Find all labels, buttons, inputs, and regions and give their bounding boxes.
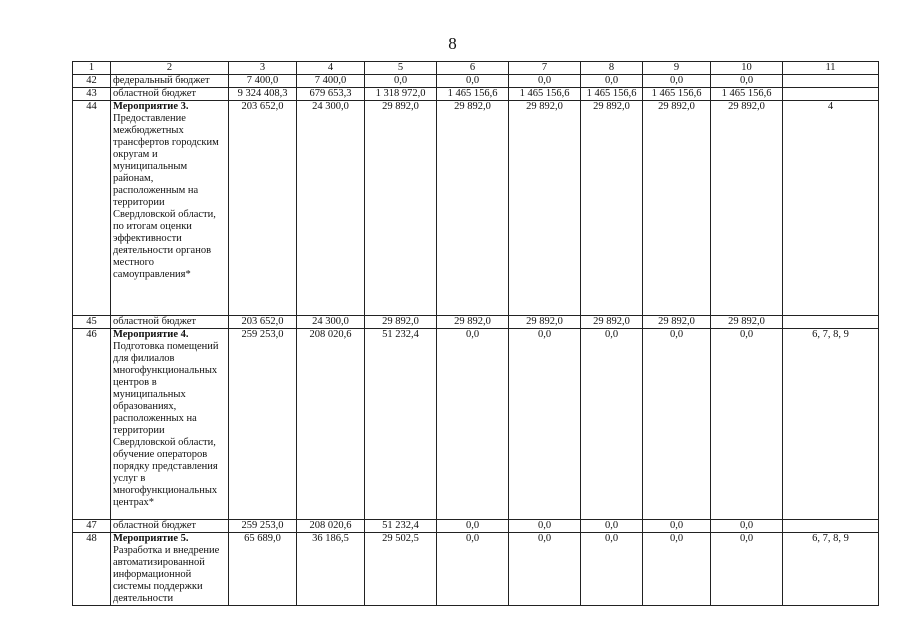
event-cell [111, 533, 229, 606]
value-cell: 679 653,3 [297, 88, 365, 101]
target-indicator-ref: 6, 7, 8, 9 [783, 533, 879, 606]
row-number: 42 [73, 75, 111, 88]
value-cell: 0,0 [509, 329, 581, 520]
target-indicator-ref [783, 316, 879, 329]
value-cell: 29 892,0 [509, 316, 581, 329]
row-label: областной бюджет [111, 520, 229, 533]
event-cell [111, 101, 229, 316]
row-number: 45 [73, 316, 111, 329]
column-number-row [73, 62, 879, 75]
row-number: 44 [73, 101, 111, 316]
value-cell: 0,0 [711, 329, 783, 520]
value-cell: 24 300,0 [297, 101, 365, 316]
target-indicator-ref: 4 [783, 101, 879, 316]
event-cell [111, 329, 229, 520]
event-title: Мероприятие 4. [113, 329, 189, 340]
target-indicator-ref [783, 75, 879, 88]
column-number: 3 [229, 62, 297, 75]
column-number: 7 [509, 62, 581, 75]
value-cell: 1 318 972,0 [365, 88, 437, 101]
value-cell: 0,0 [509, 75, 581, 88]
value-cell: 0,0 [581, 329, 643, 520]
event-title: Мероприятие 3. [113, 101, 189, 112]
value-cell: 259 253,0 [229, 520, 297, 533]
value-cell: 29 892,0 [643, 316, 711, 329]
value-cell: 0,0 [581, 75, 643, 88]
value-cell: 29 892,0 [581, 316, 643, 329]
value-cell: 1 465 156,6 [509, 88, 581, 101]
value-cell: 24 300,0 [297, 316, 365, 329]
value-cell: 0,0 [643, 329, 711, 520]
value-cell: 0,0 [643, 520, 711, 533]
table-row [73, 533, 879, 606]
event-description: Разработка и внедрение автоматизированной информационной системы поддержки деятельности [113, 545, 220, 604]
value-cell: 0,0 [437, 533, 509, 606]
value-cell: 29 892,0 [437, 101, 509, 316]
value-cell: 0,0 [711, 75, 783, 88]
column-number: 6 [437, 62, 509, 75]
value-cell: 0,0 [509, 533, 581, 606]
value-cell: 208 020,6 [297, 520, 365, 533]
column-number: 4 [297, 62, 365, 75]
budget-table [72, 61, 879, 606]
row-number: 43 [73, 88, 111, 101]
value-cell: 29 502,5 [365, 533, 437, 606]
value-cell: 203 652,0 [229, 101, 297, 316]
value-cell: 0,0 [581, 533, 643, 606]
table-row [73, 101, 879, 316]
value-cell: 259 253,0 [229, 329, 297, 520]
table-row [73, 329, 879, 520]
table-row [73, 520, 879, 533]
value-cell: 0,0 [643, 75, 711, 88]
value-cell: 29 892,0 [365, 316, 437, 329]
page-number: 8 [448, 34, 457, 53]
value-cell: 7 400,0 [229, 75, 297, 88]
event-description: Подготовка помещений для филиалов многофункциональных центров в муниципальных образованиях, расположенных на территории Свердловской области, обучение операторов порядку представления услуг в многофункциональных центрах* [113, 341, 219, 508]
value-cell: 29 892,0 [643, 101, 711, 316]
column-number: 9 [643, 62, 711, 75]
value-cell: 208 020,6 [297, 329, 365, 520]
value-cell: 29 892,0 [365, 101, 437, 316]
value-cell: 0,0 [437, 329, 509, 520]
value-cell: 0,0 [643, 533, 711, 606]
value-cell: 1 465 156,6 [711, 88, 783, 101]
value-cell: 29 892,0 [711, 101, 783, 316]
table-row [73, 75, 879, 88]
target-indicator-ref [783, 520, 879, 533]
value-cell: 0,0 [437, 75, 509, 88]
column-number: 2 [111, 62, 229, 75]
value-cell: 51 232,4 [365, 520, 437, 533]
value-cell: 29 892,0 [509, 101, 581, 316]
value-cell: 0,0 [581, 520, 643, 533]
value-cell: 29 892,0 [581, 101, 643, 316]
value-cell: 203 652,0 [229, 316, 297, 329]
column-number: 5 [365, 62, 437, 75]
row-number: 46 [73, 329, 111, 520]
value-cell: 0,0 [509, 520, 581, 533]
value-cell: 1 465 156,6 [581, 88, 643, 101]
column-number: 8 [581, 62, 643, 75]
value-cell: 29 892,0 [711, 316, 783, 329]
value-cell: 9 324 408,3 [229, 88, 297, 101]
table-row [73, 316, 879, 329]
value-cell: 0,0 [437, 520, 509, 533]
row-number: 47 [73, 520, 111, 533]
event-title: Мероприятие 5. [113, 533, 189, 544]
column-number: 1 [73, 62, 111, 75]
value-cell: 1 465 156,6 [643, 88, 711, 101]
column-number: 11 [783, 62, 879, 75]
value-cell: 0,0 [711, 533, 783, 606]
value-cell: 29 892,0 [437, 316, 509, 329]
value-cell: 65 689,0 [229, 533, 297, 606]
row-label: федеральный бюджет [111, 75, 229, 88]
event-description: Предоставление межбюджетных трансфертов городским округам и муниципальным районам, расположенным на территории Свердловской области, по итогам оценки эффективности деятельности органов местного самоуправления* [113, 113, 219, 280]
value-cell: 1 465 156,6 [437, 88, 509, 101]
row-number: 48 [73, 533, 111, 606]
value-cell: 0,0 [711, 520, 783, 533]
target-indicator-ref [783, 88, 879, 101]
value-cell: 36 186,5 [297, 533, 365, 606]
row-label: областной бюджет [111, 316, 229, 329]
table-row [73, 88, 879, 101]
target-indicator-ref: 6, 7, 8, 9 [783, 329, 879, 520]
column-number: 10 [711, 62, 783, 75]
value-cell: 7 400,0 [297, 75, 365, 88]
row-label: областной бюджет [111, 88, 229, 101]
value-cell: 51 232,4 [365, 329, 437, 520]
value-cell: 0,0 [365, 75, 437, 88]
